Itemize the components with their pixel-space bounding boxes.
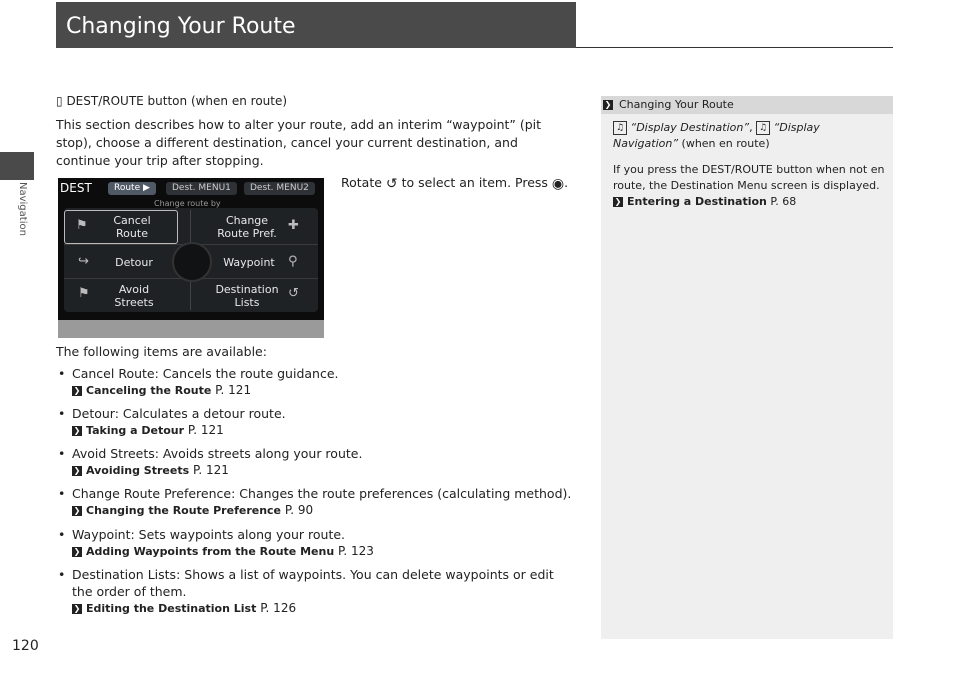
reference-link[interactable] [72,422,576,439]
nav-screen-image [58,178,324,338]
item-desc: : Changes the route preferences (calculating method). [231,486,572,501]
side-label: Navigation [17,182,28,236]
screen-tab-menu2: Dest. MENU2 [244,182,315,195]
list-item [56,485,576,519]
voice-sep: , [749,121,757,134]
voice-command-icon: ♫ [756,121,770,135]
list-item [56,445,576,479]
available-heading: The following items are available: [56,344,267,359]
reference-arrow-icon: ❯ [73,546,81,556]
bullet: • [58,406,66,421]
rotate-post: to select an item. Press [401,175,548,190]
bullet: • [58,567,66,582]
item-desc: : Avoids streets along your route. [154,446,363,461]
item-desc: : Sets waypoints along your route. [130,527,346,542]
reference-arrow-icon: ❯ [73,425,81,435]
reference-link[interactable] [72,462,576,479]
bullet: • [58,366,66,381]
item-name: Detour [72,406,115,421]
rotate-pre: Rotate [341,175,382,190]
bullet: • [58,486,66,501]
button-line [56,92,287,110]
title-rule [576,47,893,48]
reference-link[interactable] [72,543,576,560]
reference-arrow-icon: ❯ [73,603,81,613]
ref-title: Adding Waypoints from the Route Menu [86,545,335,558]
ref-title: Changing the Route Preference [86,504,282,517]
reference-arrow-icon: ❯ [604,100,612,109]
ref-page: P. 90 [284,503,314,517]
sidebar-title: Changing Your Route [619,98,734,111]
ref-page: P. 123 [337,544,374,558]
title-bar [56,2,576,48]
dest-list-icon: ↺ [288,286,299,301]
sidebar-box [601,96,893,639]
side-tab [0,152,34,180]
item-desc: : Cancels the route guidance. [154,366,339,381]
button-line-text: DEST/ROUTE button (when en route) [66,94,288,108]
item-name: Change Route Preference [72,486,232,501]
item-name: Waypoint [72,527,131,542]
list-item [56,365,576,399]
ref-page: P. 121 [215,383,252,397]
item-name: Cancel Route [72,366,155,381]
item-name: Destination Lists [72,567,177,582]
voice-command-icon: ♫ [613,121,627,135]
voice-tail: (when en route) [678,137,770,150]
screen-waypoint: Waypoint [223,256,275,269]
reference-arrow-icon: ❯ [73,385,81,395]
screen-subtitle: Change route by [154,199,221,208]
reference-arrow-icon: ❯ [73,505,81,515]
bullet: • [58,446,66,461]
item-desc: : Calculates a detour route. [114,406,286,421]
phone-button-icon: ▯ [56,94,63,108]
page-title: Changing Your Route [66,14,296,39]
rotate-instruction [341,174,568,193]
list-item [56,405,576,439]
waypoint-search-icon: ⚲ [288,254,298,269]
ref-title: Editing the Destination List [86,602,257,615]
list-item [56,566,576,617]
bullet: • [58,527,66,542]
screen-knob [172,242,212,282]
pref-route-icon: ✚ [288,218,299,233]
press-knob-icon: ◉ [551,175,565,192]
rotate-end: . [564,175,569,190]
avoid-streets-icon: ⚑ [78,286,90,301]
ref-title: Avoiding Streets [86,464,190,477]
reference-arrow-icon: ❯ [614,197,622,206]
screen-tab-menu1: Dest. MENU1 [166,182,237,195]
screen-detour: Detour [115,256,153,269]
page-number: 120 [12,638,39,654]
screen-change-pref: Change Route Pref. [217,214,277,240]
intro-paragraph: This section describes how to alter your route, add an interim “waypoint” (pit stop), choose a different destination, cancel your current destination, and continue your trip after stopping. [56,117,542,168]
ref-title: Entering a Destination [627,195,767,208]
item-desc: : Shows a list of waypoints. You can delete waypoints or edit the order of them. [72,567,554,599]
screen-bottom-bar [58,320,324,338]
item-name: Avoid Streets [72,446,155,461]
ref-title: Canceling the Route [86,384,212,397]
ref-page: P. 68 [770,195,797,208]
screen-cancel-route: Cancel Route [113,214,151,240]
screen-dest-lists: Destination Lists [215,283,279,309]
ref-page: P. 121 [187,423,224,437]
ref-page: P. 121 [192,463,229,477]
reference-link[interactable] [72,502,576,519]
screen-tab-route: Route ▶ [108,182,156,195]
reference-arrow-icon: ❯ [73,465,81,475]
voice-command-2: “Display Navigation” [613,121,820,150]
cancel-flag-icon: ⚑ [76,218,88,233]
sidebar-reference-link[interactable] [613,194,885,210]
sidebar-note: If you press the DEST/ROUTE button when not en route, the Destination Menu screen is displayed. [613,163,885,192]
reference-link[interactable] [72,382,576,399]
ref-title: Taking a Detour [86,424,185,437]
screen-dest-label: DEST [60,181,92,195]
rotate-knob-icon: ↺ [385,175,398,192]
detour-icon: ↪ [78,254,89,269]
reference-link[interactable] [72,600,576,617]
ref-page: P. 126 [260,601,297,615]
screen-avoid-streets: Avoid Streets [114,283,154,309]
sidebar-voice-commands [613,120,885,152]
voice-command-1: “Display Destination” [630,121,750,134]
list-item [56,526,576,560]
sidebar-header [601,96,893,114]
